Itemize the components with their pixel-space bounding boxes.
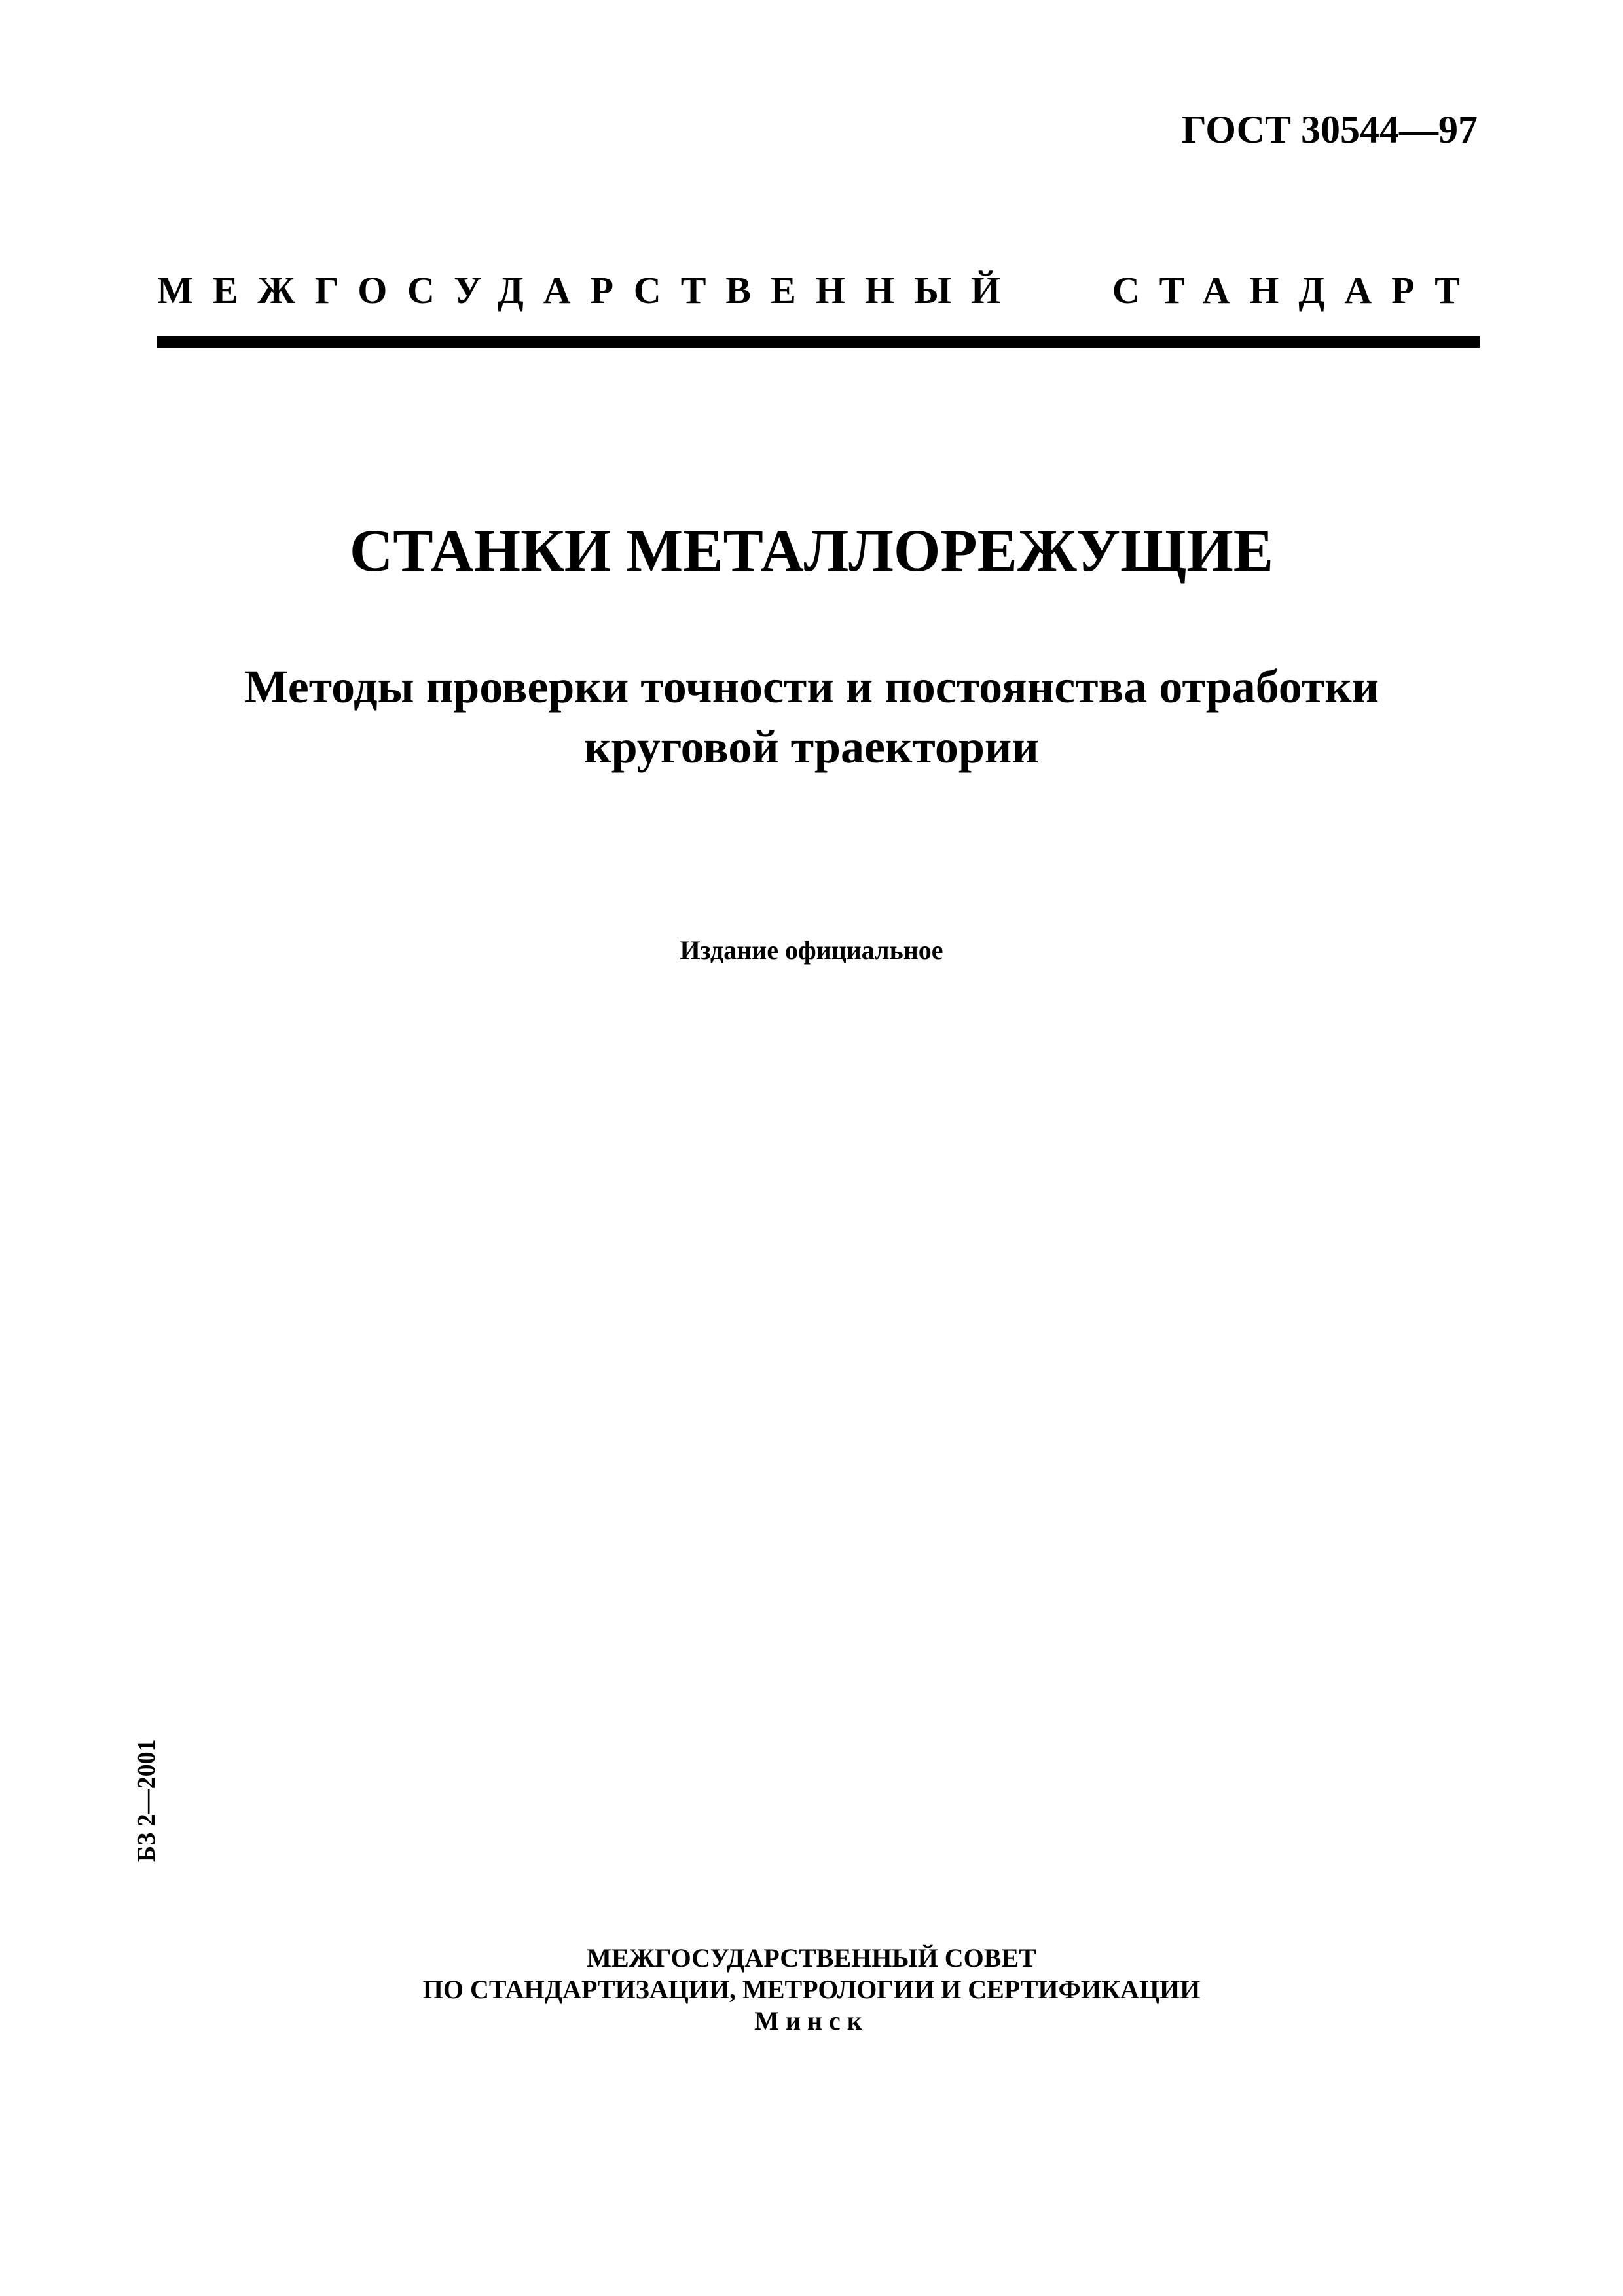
publisher-line-2: ПО СТАНДАРТИЗАЦИИ, МЕТРОЛОГИИ И СЕРТИФИКАЦИИ [422,1975,1201,2004]
publisher-block [0,1943,1623,2037]
standard-category: МЕЖГОСУДАРСТВЕННЫЙ СТАНДАРТ [157,269,1480,312]
publisher-line-1: МЕЖГОСУДАРСТВЕННЫЙ СОВЕТ [587,1943,1036,1973]
document-title: СТАНКИ МЕТАЛЛОРЕЖУЩИЕ [349,517,1274,584]
edition-note: Издание официальное [680,935,943,965]
side-code: БЗ 2—2001 [133,1739,160,1862]
document-subtitle [0,656,1623,777]
subtitle-line-2: круговой траектории [584,721,1039,773]
publisher-city: Минск [754,2006,869,2036]
header-divider [157,336,1480,348]
subtitle-line-1: Методы проверки точности и постоянства отработки [244,660,1379,713]
standard-number: ГОСТ 30544—97 [1181,108,1478,151]
